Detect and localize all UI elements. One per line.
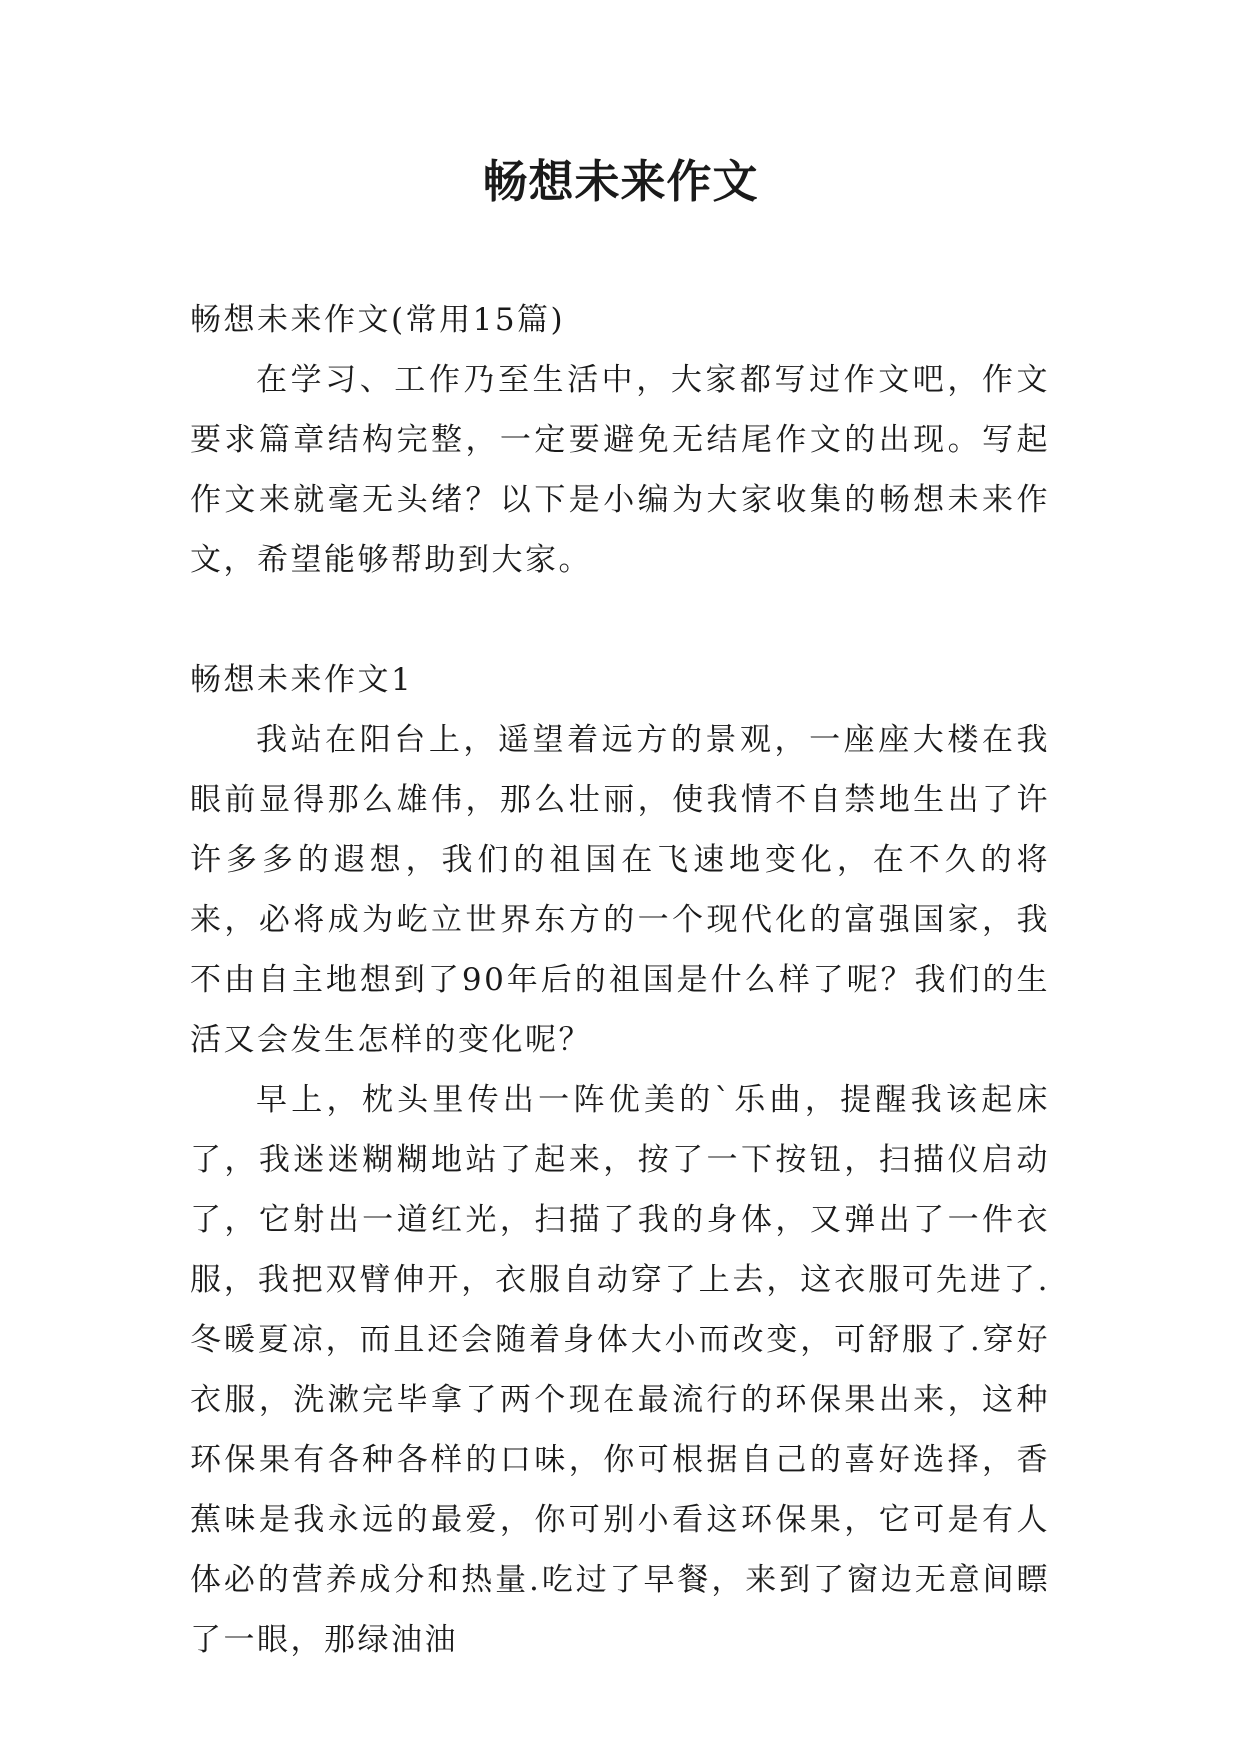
section-spacer [190, 590, 1050, 650]
section-heading: 畅想未来作文1 [190, 662, 414, 698]
intro-paragraph: 在学习、工作乃至生活中，大家都写过作文吧，作文要求篇章结构完整，一定要避免无结尾作文的出现。写起作文来就毫无头绪？以下是小编为大家收集的畅想未来作文，希望能够帮助到大家。 [190, 362, 1050, 578]
document-body [190, 290, 1050, 1670]
section-paragraph: 早上，枕头里传出一阵优美的`乐曲，提醒我该起床了，我迷迷糊糊地站了起来，按了一下按钮，扫描仪启动了，它射出一道红光，扫描了我的身体，又弹出了一件衣服，我把双臂伸开，衣服自动穿了上去，这衣服可先进了.冬暖夏凉，而且还会随着身体大小而改变，可舒服了.穿好衣服，洗漱完毕拿了两个现在最流行的环保果出来，这种环保果有各种各样的口味，你可根据自己的喜好选择，香蕉味是我永远的最爱，你可别小看这环保果，它可是有人体必的营养成分和热量.吃过了早餐，来到了窗边无意间瞟了一眼，那绿油油 [190, 1082, 1050, 1658]
document-title: 畅想未来作文 [482, 155, 759, 208]
section-paragraph: 我站在阳台上，遥望着远方的景观，一座座大楼在我眼前显得那么雄伟，那么壮丽，使我情不自禁地生出了许许多多的遐想，我们的祖国在飞速地变化，在不久的将来，必将成为屹立世界东方的一个现代化的富强国家，我不由自主地想到了90年后的祖国是什么样了呢？我们的生活又会发生怎样的变化呢？ [190, 722, 1050, 1058]
document-subtitle: 畅想未来作文(常用15篇) [190, 302, 566, 338]
